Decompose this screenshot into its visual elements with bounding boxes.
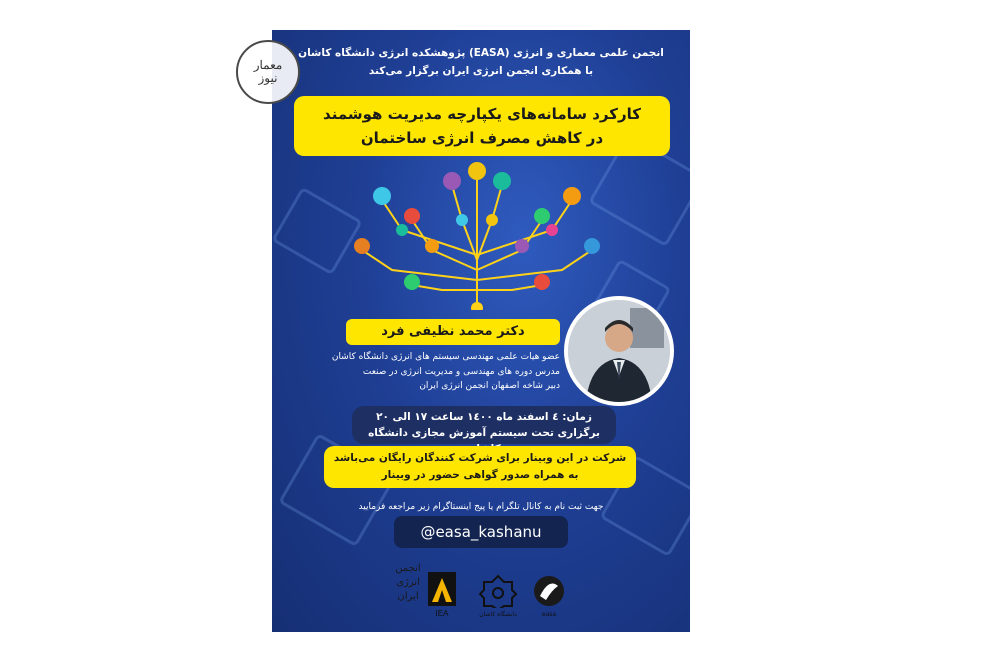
- participation-line2: به همراه صدور گواهی حضور در وبینار: [381, 469, 579, 481]
- bio-line: عضو هیات علمی مهندسی سیستم های انرژی دانشگاه کاشان: [331, 352, 560, 362]
- logo-text: انرژی: [396, 577, 420, 588]
- person-avatar-icon: [568, 300, 670, 402]
- kashan-emblem-icon: [478, 574, 518, 608]
- schedule-platform: برگزاری تحت سیستم آموزش مجازی دانشگاه: [368, 427, 600, 439]
- watermark-line2: نیوز: [258, 71, 278, 85]
- organizer-line1: انجمن علمی معماری و انرژی (EASA) پژوهشکده انرژی دانشگاه کاشان: [298, 47, 664, 59]
- webinar-title: [294, 96, 670, 156]
- kashan-university-logo: [478, 574, 518, 618]
- easa-caption: easa: [541, 611, 557, 618]
- speaker-photo: [564, 296, 674, 406]
- bio-line: مدرس دوره های مهندسی و مدیریت انرژی در صنعت: [362, 366, 560, 377]
- bio-line: دبیر شاخه اصفهان انجمن انرژی ایران: [419, 381, 560, 391]
- organizer-header: [280, 44, 682, 80]
- technology-tree-illustration: [342, 160, 612, 310]
- sponsor-logos: [272, 562, 690, 626]
- watermark-stamp: [236, 40, 300, 104]
- schedule-box: [352, 406, 616, 444]
- instagram-handle: @easa_kashanu: [394, 516, 568, 548]
- iran-energy-association-logo: [390, 562, 426, 622]
- logo-text: ایران: [397, 591, 419, 602]
- registration-note: جهت ثبت نام به کانال تلگرام یا پیج اینستاگرام زیر مراجعه فرمایید: [358, 502, 604, 512]
- participation-box: [324, 446, 636, 488]
- speaker-name: دکتر محمد نظیفی فرد: [346, 319, 560, 345]
- speaker-bio: [322, 350, 560, 394]
- organizer-line2: با همکاری انجمن انرژی ایران برگزار می‌کند: [368, 65, 594, 77]
- title-line1: کارکرد سامانه‌های یکپارچه مدیریت هوشمند: [323, 105, 641, 123]
- iea-mark-text: IEA: [435, 609, 449, 618]
- webinar-poster: [272, 30, 690, 632]
- schedule-time: زمان: ٤ اسفند ماه ١٤٠٠ ساعت ١٧ الی ٢٠: [376, 411, 592, 423]
- title-line2: در کاهش مصرف انرژی ساختمان: [360, 129, 604, 147]
- kashan-caption: دانشگاه کاشان: [479, 611, 517, 618]
- iea-logo-icon: [428, 572, 456, 618]
- logo-text: انجمن: [395, 563, 421, 574]
- easa-logo: [530, 574, 568, 618]
- watermark-line1: معمار: [253, 58, 283, 73]
- participation-line1: شرکت در این وبینار برای شرکت کنندگان رایگان می‌باشد: [333, 452, 627, 464]
- easa-emblem-icon: [530, 574, 568, 608]
